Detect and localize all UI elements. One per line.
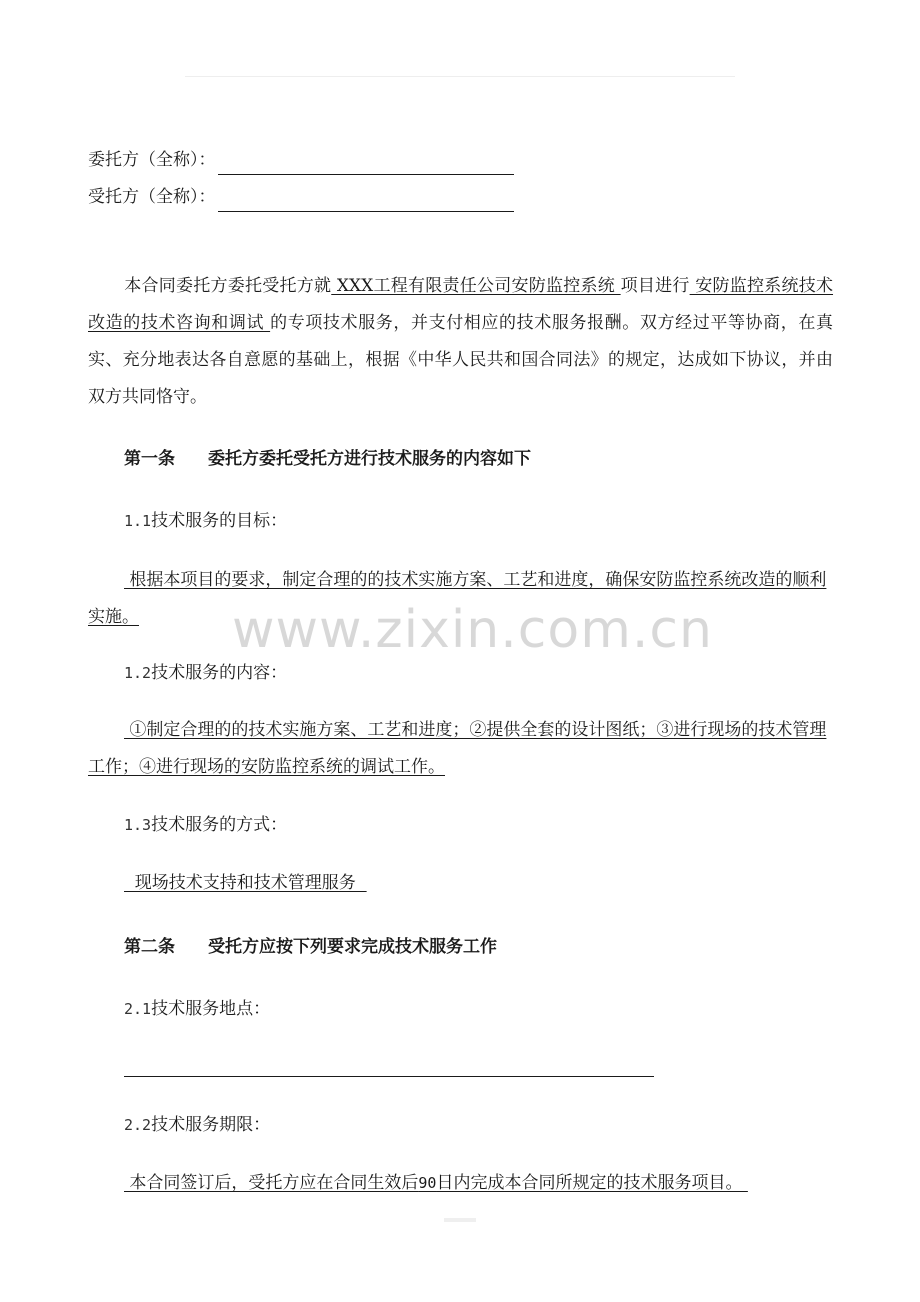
article-2-number: 第二条 [124, 937, 175, 957]
preamble-text-1: 本合同委托方委托受托方就 [124, 276, 332, 296]
article-1-title: 委托方委托受托方进行技术服务的内容如下 [208, 449, 531, 469]
section-1-3-label: 1.3技术服务的方式： [124, 815, 288, 835]
client-row [88, 145, 514, 175]
client-name-blank[interactable] [218, 152, 514, 175]
contractor-row [88, 182, 514, 212]
footer-mark [444, 1218, 476, 1222]
section-2-2-value: 本合同签订后，受托方应在合同生效后90日内完成本合同所规定的技术服务项目。 [124, 1173, 748, 1193]
project-name-fill: XXX工程有限责任公司安防监控系统 [331, 276, 621, 296]
service-name-fill: 安防监控系统技术改造的技术咨询和调试 [88, 276, 834, 333]
section-2-2-label: 2.2技术服务期限： [124, 1115, 271, 1135]
section-1-2-label: 1.2技术服务的内容： [124, 663, 288, 683]
service-days: 90 [418, 1174, 437, 1192]
client-label: 委托方（全称）： [88, 150, 216, 170]
preamble-text-3: 的专项技术服务，并支付相应的技术服务报酬。双方经过平等协商，在真实、充分地表达各自意愿的基础上，根据《中华人民共和国合同法》的规定，达成如下协议，并由双方共同恪守。 [88, 313, 833, 407]
article-2-heading [124, 930, 497, 964]
article-2-title: 受托方应按下列要求完成技术服务工作 [208, 937, 497, 957]
article-1-number: 第一条 [124, 449, 175, 469]
section-1-2-value: ①制定合理的的技术实施方案、工艺和进度；②提供全套的设计图纸；③进行现场的技术管理工作；④进行现场的安防监控系统的调试工作。 [88, 720, 827, 777]
contractor-label: 受托方（全称）： [88, 187, 216, 207]
preamble-text-2: 项目进行 [620, 276, 690, 296]
preamble-paragraph [88, 268, 833, 416]
contractor-name-blank[interactable] [218, 189, 514, 212]
section-2-1-label: 2.1技术服务地点： [124, 999, 271, 1019]
article-1-heading [124, 442, 531, 476]
section-1-1-label: 1.1技术服务的目标： [124, 511, 288, 531]
watermark: www.zixin.com.cn [232, 600, 713, 660]
service-location-blank[interactable] [124, 1076, 654, 1077]
section-1-1-value: 根据本项目的要求，制定合理的的技术实施方案、工艺和进度，确保安防监控系统改造的顺利实施。 [88, 570, 827, 627]
section-1-3-value: 现场技术支持和技术管理服务 [124, 873, 367, 893]
header-rule [185, 76, 735, 77]
